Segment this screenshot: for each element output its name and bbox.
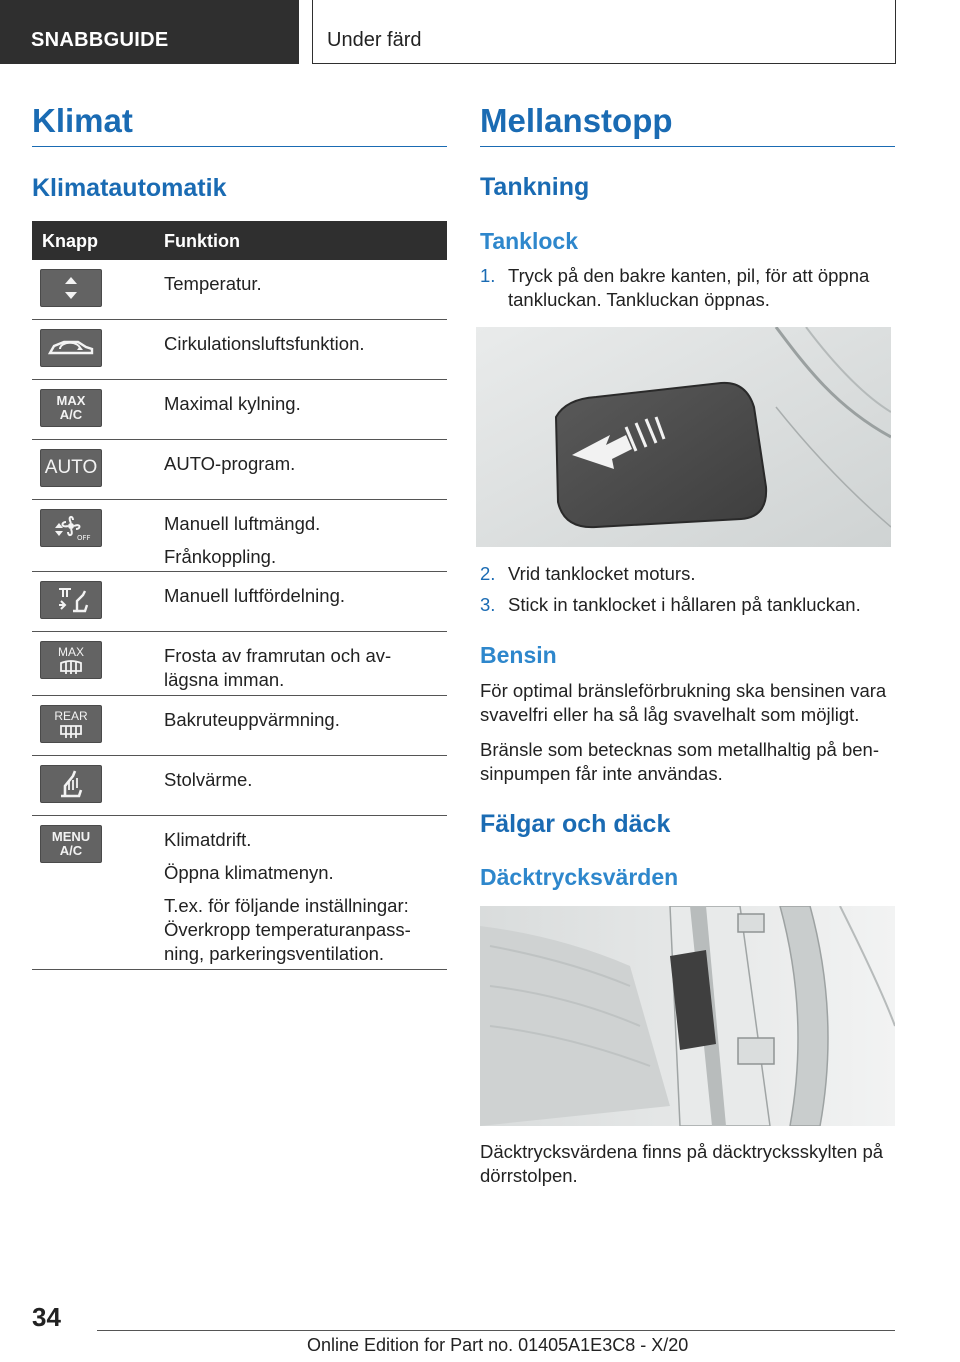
max-defrost-icon: MAX <box>40 641 102 679</box>
function-text: T.ex. för följande inställningar: Överkropp temperaturanpass- ning, parkeringsventilation. <box>164 895 411 964</box>
subtitle-tankning: Tankning <box>480 173 590 201</box>
auto-icon: AUTO <box>40 449 102 487</box>
footer-divider <box>97 1330 895 1331</box>
rear-defrost-icon: REAR <box>40 705 102 743</box>
function-text: Stolvärme. <box>164 769 253 790</box>
menu-ac-icon: MENU A/C <box>40 825 102 863</box>
door-pillar-illustration <box>480 906 895 1126</box>
seat-heating-icon <box>40 765 102 803</box>
climate-buttons-table <box>32 221 447 970</box>
subtitle-klimatautomatik: Klimatautomatik <box>32 174 227 202</box>
left-column <box>32 90 447 964</box>
header-section-tab <box>0 0 299 64</box>
air-distribution-icon <box>40 581 102 619</box>
table-header-knapp: Knapp <box>42 231 98 251</box>
header-chapter-label: Under färd <box>327 29 422 51</box>
subtitle-bensin: Bensin <box>480 642 557 668</box>
function-text: Öppna klimatmenyn. <box>164 862 334 883</box>
function-text: Frosta av framrutan och av- lägsna imman. <box>164 645 392 690</box>
function-text: Frånkoppling. <box>164 546 277 567</box>
table-row <box>32 696 447 756</box>
function-text: Cirkulationsluftsfunktion. <box>164 333 365 354</box>
table-header <box>32 221 447 260</box>
list-item: 1. Tryck på den bakre kanten, pil, för att öppna tankluckan. Tankluckan öppnas. <box>480 265 870 310</box>
function-text: Bakruteuppvärmning. <box>164 709 340 730</box>
footer-edition: Online Edition for Part no. 01405A1E3C8 - X/20 <box>307 1335 689 1355</box>
list-item: 3. Stick in tanklocket i hållaren på tankluckan. <box>480 594 861 615</box>
paragraph-bensin-2: Bränsle som betecknas som metallhaltig på ben- sinpumpen får inte användas. <box>480 739 879 784</box>
right-column <box>480 90 895 310</box>
header-section-label: SNABBGUIDE <box>31 29 169 51</box>
table-row <box>32 320 447 380</box>
list-item: 2. Vrid tanklocket moturs. <box>480 563 696 584</box>
table-row <box>32 500 447 572</box>
table-row <box>32 260 447 320</box>
max-ac-icon: MAX A/C <box>40 389 102 427</box>
subtitle-falgar-och-dack: Fälgar och däck <box>480 810 671 838</box>
fuel-flap-illustration <box>476 327 891 547</box>
fan-off-icon <box>40 509 102 547</box>
paragraph-dacktryck: Däcktrycksvärdena finns på däcktrycksskylten på dörrstolpen. <box>480 1141 884 1186</box>
header-chapter-tab <box>312 0 896 64</box>
section-title-mellanstopp: Mellanstopp <box>480 90 895 147</box>
table-row <box>32 756 447 816</box>
table-header-funktion: Funktion <box>164 231 240 251</box>
function-text: AUTO-program. <box>164 453 296 474</box>
subtitle-tanklock: Tanklock <box>480 228 578 254</box>
function-text: Klimatdrift. <box>164 829 252 850</box>
up-down-arrows-icon <box>40 269 102 307</box>
subtitle-dacktrycksvarden: Däcktrycksvärden <box>480 864 679 890</box>
section-title-klimat: Klimat <box>32 90 447 147</box>
function-text: Manuell luftfördelning. <box>164 585 345 606</box>
table-row <box>32 380 447 440</box>
table-row <box>32 632 447 696</box>
table-row <box>32 440 447 500</box>
table-row <box>32 816 447 970</box>
table-row <box>32 572 447 632</box>
function-text: Maximal kylning. <box>164 393 301 414</box>
function-text: Manuell luftmängd. <box>164 513 321 534</box>
function-text: Temperatur. <box>164 273 262 294</box>
svg-text:OFF: OFF <box>77 534 91 542</box>
page-number: 34 <box>32 1302 61 1332</box>
car-recirculation-icon <box>40 329 102 367</box>
paragraph-bensin-1: För optimal bränsleförbrukning ska bensinen vara svavelfri eller ha så låg svavelhalt som möjligt. <box>480 680 887 725</box>
